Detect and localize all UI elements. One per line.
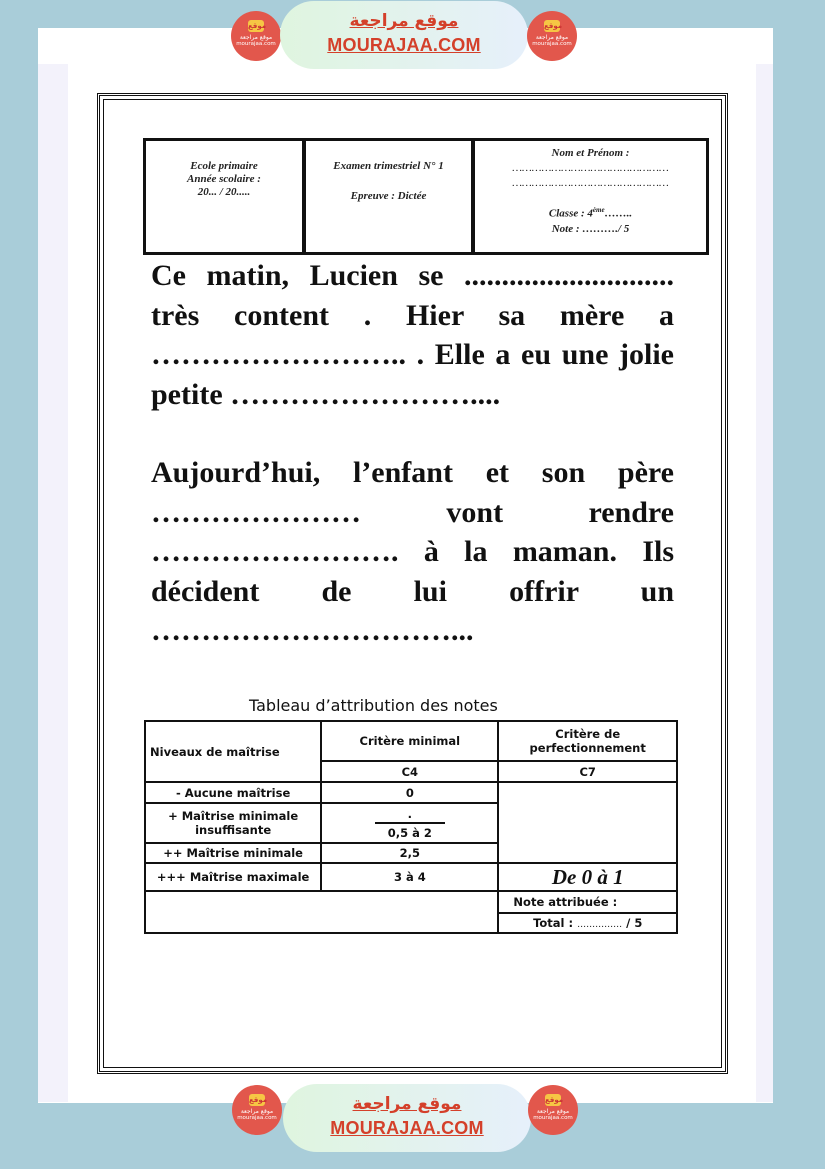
mourajaa-logo-icon bbox=[528, 1085, 578, 1135]
logo-text-latin: mourajaa.com bbox=[533, 1115, 573, 1121]
dictation-paragraph-2: Aujourd’hui, l’enfant et son père ………………… vont rendre ……………………. à la maman. Ils décident de lui offrir un …………………………... bbox=[151, 456, 674, 647]
code-perf: C7 bbox=[498, 761, 677, 782]
logo-text-latin: mourajaa.com bbox=[237, 1115, 277, 1121]
dictation-paragraph-1: Ce matin, Lucien se ............................ très content . Hier sa mère a …………………….. . Elle a eu une jolie petite …………………….... bbox=[151, 259, 674, 411]
level-score: 0,5 à 2 bbox=[387, 825, 432, 840]
logo-mark: موقع bbox=[544, 22, 563, 30]
level-label: ++ Maîtrise minimale bbox=[145, 843, 321, 863]
table-row bbox=[145, 863, 677, 891]
banner-arabic-link[interactable]: موقع مراجعة bbox=[349, 11, 459, 31]
mourajaa-logo-icon bbox=[527, 11, 577, 61]
logo-text-latin: mourajaa.com bbox=[532, 41, 572, 47]
logo-mark: موقع bbox=[248, 22, 267, 30]
note-attribuee-label: Note attribuée : bbox=[498, 891, 677, 913]
header-perf-criterion: Critère de perfectionnement bbox=[498, 721, 677, 761]
level-score: 2,5 bbox=[321, 843, 498, 863]
header-min-criterion: Critère minimal bbox=[321, 721, 498, 761]
school-info-cell bbox=[145, 140, 305, 253]
site-banner-bottom[interactable] bbox=[283, 1084, 531, 1152]
banner-arabic-link[interactable]: موقع مراجعة bbox=[352, 1094, 462, 1114]
perf-empty-cell bbox=[498, 782, 677, 863]
logo-text-arabic: موقع مراجعة bbox=[535, 34, 569, 41]
logo-text-arabic: موقع مراجعة bbox=[239, 34, 273, 41]
level-label: + Maîtrise minimale insuffisante bbox=[145, 803, 321, 843]
level-score: 0 bbox=[321, 782, 498, 803]
class-dots: …….. bbox=[604, 207, 633, 220]
notes-table bbox=[144, 720, 678, 934]
logo-text-arabic: موقع مراجعة bbox=[536, 1108, 570, 1115]
logo-text-arabic: موقع مراجعة bbox=[240, 1108, 274, 1115]
exam-title: Examen trimestriel N° 1 bbox=[333, 160, 444, 172]
score-divider bbox=[375, 822, 445, 824]
dictation-text bbox=[151, 256, 674, 651]
name-label: Nom et Prénom : bbox=[551, 147, 630, 159]
table-header-row bbox=[145, 721, 677, 761]
exam-subject: Epreuve : Dictée bbox=[350, 190, 427, 202]
school-type: Ecole primaire bbox=[190, 160, 258, 172]
class-label: Classe : 4 bbox=[548, 207, 593, 220]
note-field[interactable]: Note : ………./ 5 bbox=[551, 222, 630, 235]
mourajaa-logo-icon bbox=[231, 11, 281, 61]
footer-empty-cell bbox=[145, 891, 498, 933]
notes-table-caption: Tableau d’attribution des notes bbox=[249, 696, 498, 715]
exam-header-table bbox=[143, 138, 709, 255]
level-label: - Aucune maîtrise bbox=[145, 782, 321, 803]
logo-text-latin: mourajaa.com bbox=[236, 41, 276, 47]
name-field-line-1[interactable]: ………………………………………… bbox=[512, 162, 669, 174]
total-label: Total : bbox=[533, 916, 578, 930]
logo-mark: موقع bbox=[249, 1096, 268, 1104]
banner-site-link[interactable]: MOURAJAA.COM bbox=[330, 1118, 484, 1138]
class-superscript: ème bbox=[592, 206, 605, 214]
logo-mark: موقع bbox=[545, 1096, 564, 1104]
page-left-strip bbox=[38, 64, 68, 1102]
table-row bbox=[145, 782, 677, 803]
school-year-label: Année scolaire : bbox=[187, 173, 261, 185]
page-right-strip bbox=[756, 64, 773, 1102]
class-field[interactable] bbox=[474, 203, 707, 222]
table-footer-row bbox=[145, 891, 677, 913]
total-cell[interactable] bbox=[498, 913, 677, 933]
exam-info-cell bbox=[305, 140, 474, 253]
school-year-value: 20... / 20..... bbox=[197, 186, 251, 198]
name-field-line-2[interactable]: ………………………………………… bbox=[512, 177, 669, 189]
score-dot: . bbox=[407, 806, 413, 821]
banner-site-link[interactable]: MOURAJAA.COM bbox=[327, 35, 481, 55]
header-levels: Niveaux de maîtrise bbox=[145, 721, 321, 782]
code-min: C4 bbox=[321, 761, 498, 782]
total-dots: …………… bbox=[577, 920, 623, 930]
level-label: +++ Maîtrise maximale bbox=[145, 863, 321, 891]
perf-score: De 0 à 1 bbox=[498, 863, 677, 891]
level-score-cell bbox=[321, 803, 498, 843]
total-max: / 5 bbox=[622, 916, 643, 930]
student-info-cell bbox=[474, 140, 707, 253]
mourajaa-logo-icon bbox=[232, 1085, 282, 1135]
level-score: 3 à 4 bbox=[321, 863, 498, 891]
site-banner-top[interactable] bbox=[280, 1, 528, 69]
